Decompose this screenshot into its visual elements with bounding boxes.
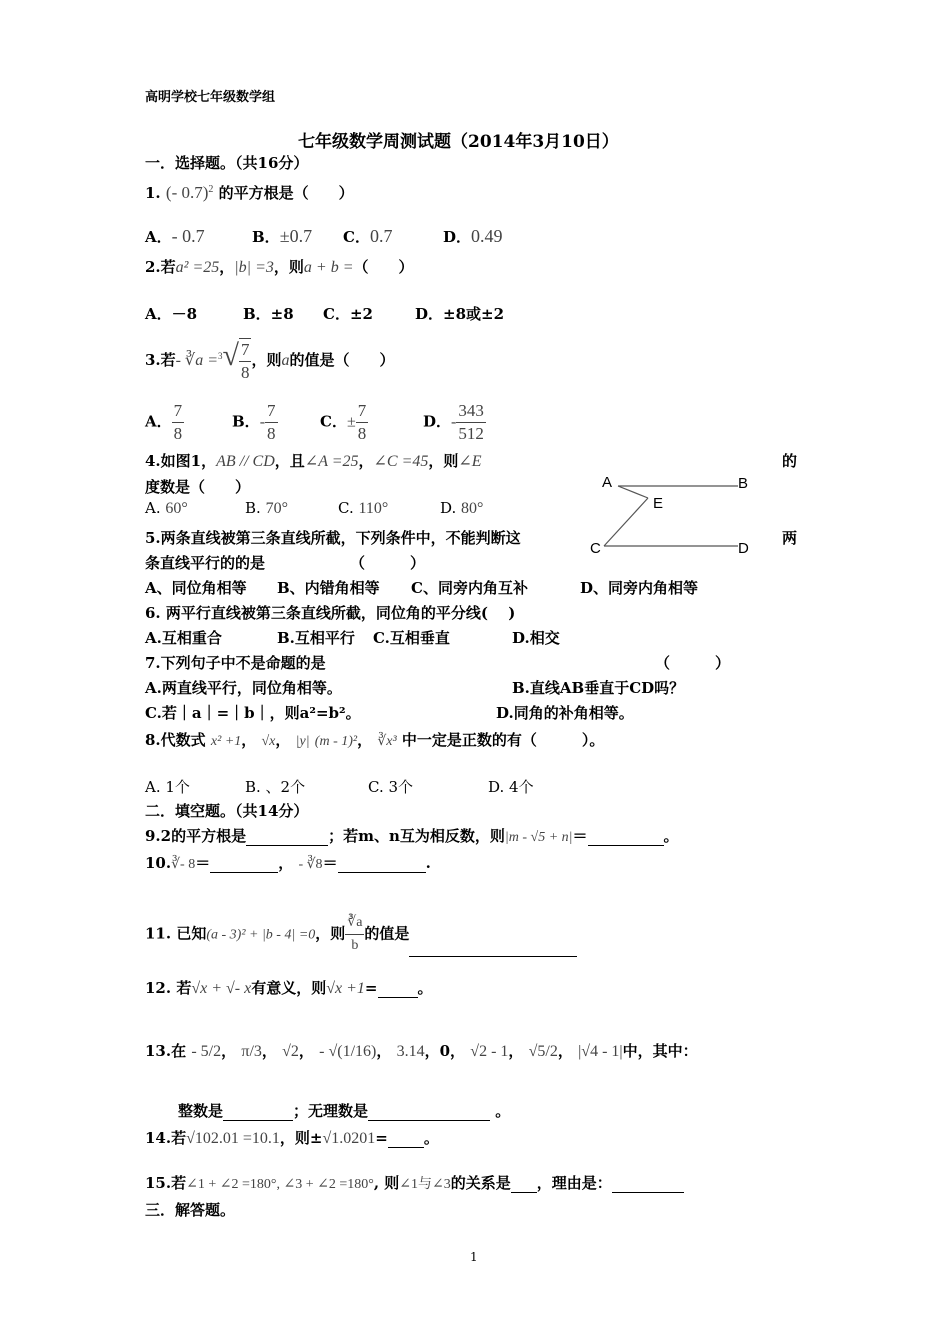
line-ae <box>618 486 648 498</box>
question-11: 11. 已知(a - 3)² + |b - 4| =0，则 $\frac{∛a}{b}$ 的值是 <box>145 912 577 957</box>
q1-expr: (- 0.7) <box>165 183 209 202</box>
q9-blank-2[interactable] <box>588 831 664 846</box>
page-number: 1 <box>470 1250 478 1264</box>
q8-option-d: D. 4个 <box>488 778 534 796</box>
q5-option-a: A、同位角相等 <box>145 579 247 597</box>
q1-option-c: C．0.7 <box>343 226 393 246</box>
question-5: 5.两条直线被第三条直线所截，下列条件中，不能判断这 <box>145 529 521 547</box>
question-15: 15.若∠1 + ∠2 =180°, ∠3 + ∠2 =180°, 则∠1与∠3的关系是 ，理由是： <box>145 1172 684 1193</box>
q4-option-a: A. 60° <box>145 499 188 517</box>
q1-lead: 1. <box>145 184 161 202</box>
q1-option-d: D．0.49 <box>443 226 503 246</box>
q1-option-a: A．- 0.7 <box>145 226 205 246</box>
question-8: 8.代数式 x² +1， √x， |y| (m - 1)²， ∛x³ 中一定是正数的有（ ）。 <box>145 731 605 749</box>
q4-option-d: D. 80° <box>440 499 484 517</box>
q11-blank[interactable] <box>409 942 577 957</box>
q8-expr-3: |y| <box>295 734 310 749</box>
q5-option-b: B、内错角相等 <box>277 579 380 597</box>
q5-tail: 两 <box>782 529 798 547</box>
question-14: 14.若√102.01 =10.1，则±√1.0201= 。 <box>145 1129 439 1147</box>
question-4: 4.如图1，AB // CD，且∠A =25，∠C =45，则∠E <box>145 452 482 470</box>
question-2: 2.若a² =25，|b| =3，则a + b =（ ） <box>145 258 414 276</box>
line-ec <box>604 498 648 546</box>
page-title: 七年级数学周测试题（2014年3月10日） <box>298 132 619 152</box>
q8-option-b: B. 、2个 <box>245 778 306 796</box>
q6-option-a: A.互相重合 <box>145 629 222 647</box>
q8-option-c: C. 3个 <box>368 778 414 796</box>
q2-expr-2: |b| =3 <box>234 259 274 276</box>
q7-option-c: C.若｜a｜=｜b｜，则a²=b²。 <box>145 704 361 722</box>
q4-option-c: C. 110° <box>338 499 389 517</box>
figure-1-diagram <box>590 468 770 560</box>
question-1 <box>145 182 354 203</box>
q4-option-b: B. 70° <box>245 499 288 517</box>
question-10: 10.∛- 8＝ ， - ∛8＝ . <box>145 854 431 872</box>
q6-option-b: B.互相平行 <box>277 629 355 647</box>
q7-option-a: A.两直线平行，同位角相等。 <box>145 679 342 697</box>
q15-blank-2[interactable] <box>612 1178 684 1193</box>
q2-option-b: B．±8 <box>243 305 294 323</box>
q1-text: 的平方根是（ ） <box>218 184 354 202</box>
q6-option-d: D.相交 <box>512 629 560 647</box>
question-6: 6. 两平行直线被第三条直线所截，同位角的平分线( ) <box>145 604 516 622</box>
q13-line-2: 整数是 ；无理数是 。 <box>178 1102 511 1120</box>
question-12: 12. 若√x + √- x有意义，则√x +1= 。 <box>145 979 433 997</box>
q3-option-d: D．- $\frac{343}{512}$ <box>423 401 484 443</box>
q3-option-a: A． $\frac{7}{8}$ <box>145 401 183 443</box>
q15-blank-1[interactable] <box>511 1178 537 1193</box>
q3-fraction: $\frac{7}{8}$ <box>240 340 250 382</box>
q3-lhs: - ∛a = <box>175 352 218 369</box>
section-1-heading: 一．选择题。（共16分） <box>145 154 309 172</box>
q4-line-2: 度数是（ ） <box>145 478 251 496</box>
q1-exp: 2 <box>208 184 214 195</box>
q8-option-a: A. 1个 <box>145 778 190 796</box>
q11-fraction: $\frac{∛a}{b}$ <box>345 912 364 957</box>
question-7: 7.下列句子中不是命题的是 <box>145 654 326 672</box>
label-a: A <box>602 474 613 491</box>
q5-option-c: C、同旁内角互补 <box>411 579 528 597</box>
question-9: 9.2的平方根是 ；若m、n互为相反数，则|m - √5 + n|＝ 。 <box>145 827 679 845</box>
q8-expr-5: ∛x³ <box>377 734 397 749</box>
header-text: 高明学校七年级数学组 <box>145 90 276 105</box>
q2-option-d: D．±8或±2 <box>415 305 505 323</box>
q10-blank-2[interactable] <box>338 858 426 873</box>
q2-expr-3: a + b = <box>303 259 354 276</box>
q7-option-b: B.直线AB垂直于CD吗？ <box>512 679 685 697</box>
q1-option-b: B．±0.7 <box>252 226 313 246</box>
question-13: 13.在 - 5/2， π/3， √2， - √(1/16)， 3.14，0， √2 - 1， √5/2， |√4 - 1|中，其中： <box>145 1042 698 1060</box>
label-b: B <box>738 475 749 492</box>
q3-option-b: B．- $\frac{7}{8}$ <box>232 401 276 443</box>
q4-tail: 的 <box>782 452 798 470</box>
q6-option-c: C.互相垂直 <box>373 629 450 647</box>
q8-expr-2: √x <box>261 734 276 749</box>
section-2-heading: 二．填空题。（共14分） <box>145 802 309 820</box>
q5-line-2: 条直线平行的的是 <box>145 554 266 572</box>
q3-option-c: C．± $\frac{7}{8}$ <box>320 401 367 443</box>
q5-paren: （ ） <box>350 554 426 572</box>
q2-expr-1: a² =25 <box>175 259 220 276</box>
q7-paren: （ ） <box>655 654 731 672</box>
q2-option-a: A．－8 <box>145 305 198 323</box>
q8-expr-1: x² +1 <box>210 734 242 749</box>
q13-blank-2[interactable] <box>368 1106 490 1121</box>
q10-blank-1[interactable] <box>210 858 278 873</box>
label-d: D <box>738 540 749 557</box>
q7-option-d: D.同角的补角相等。 <box>496 704 634 722</box>
label-e: E <box>653 495 664 512</box>
question-3: 3.若- ∛a =$^3$√ $\frac{7}{8}$ ，则a的值是（ ） <box>145 339 395 382</box>
q13-blank-1[interactable] <box>223 1106 293 1121</box>
q12-blank[interactable] <box>378 983 418 998</box>
q14-blank[interactable] <box>388 1133 424 1148</box>
q9-blank-1[interactable] <box>246 831 328 846</box>
q5-option-d: D、同旁内角相等 <box>580 579 699 597</box>
label-c: C <box>590 540 601 557</box>
section-3-heading: 三．解答题。 <box>145 1201 236 1219</box>
q2-option-c: C．±2 <box>323 305 373 323</box>
q8-expr-4: (m - 1)² <box>314 734 358 749</box>
